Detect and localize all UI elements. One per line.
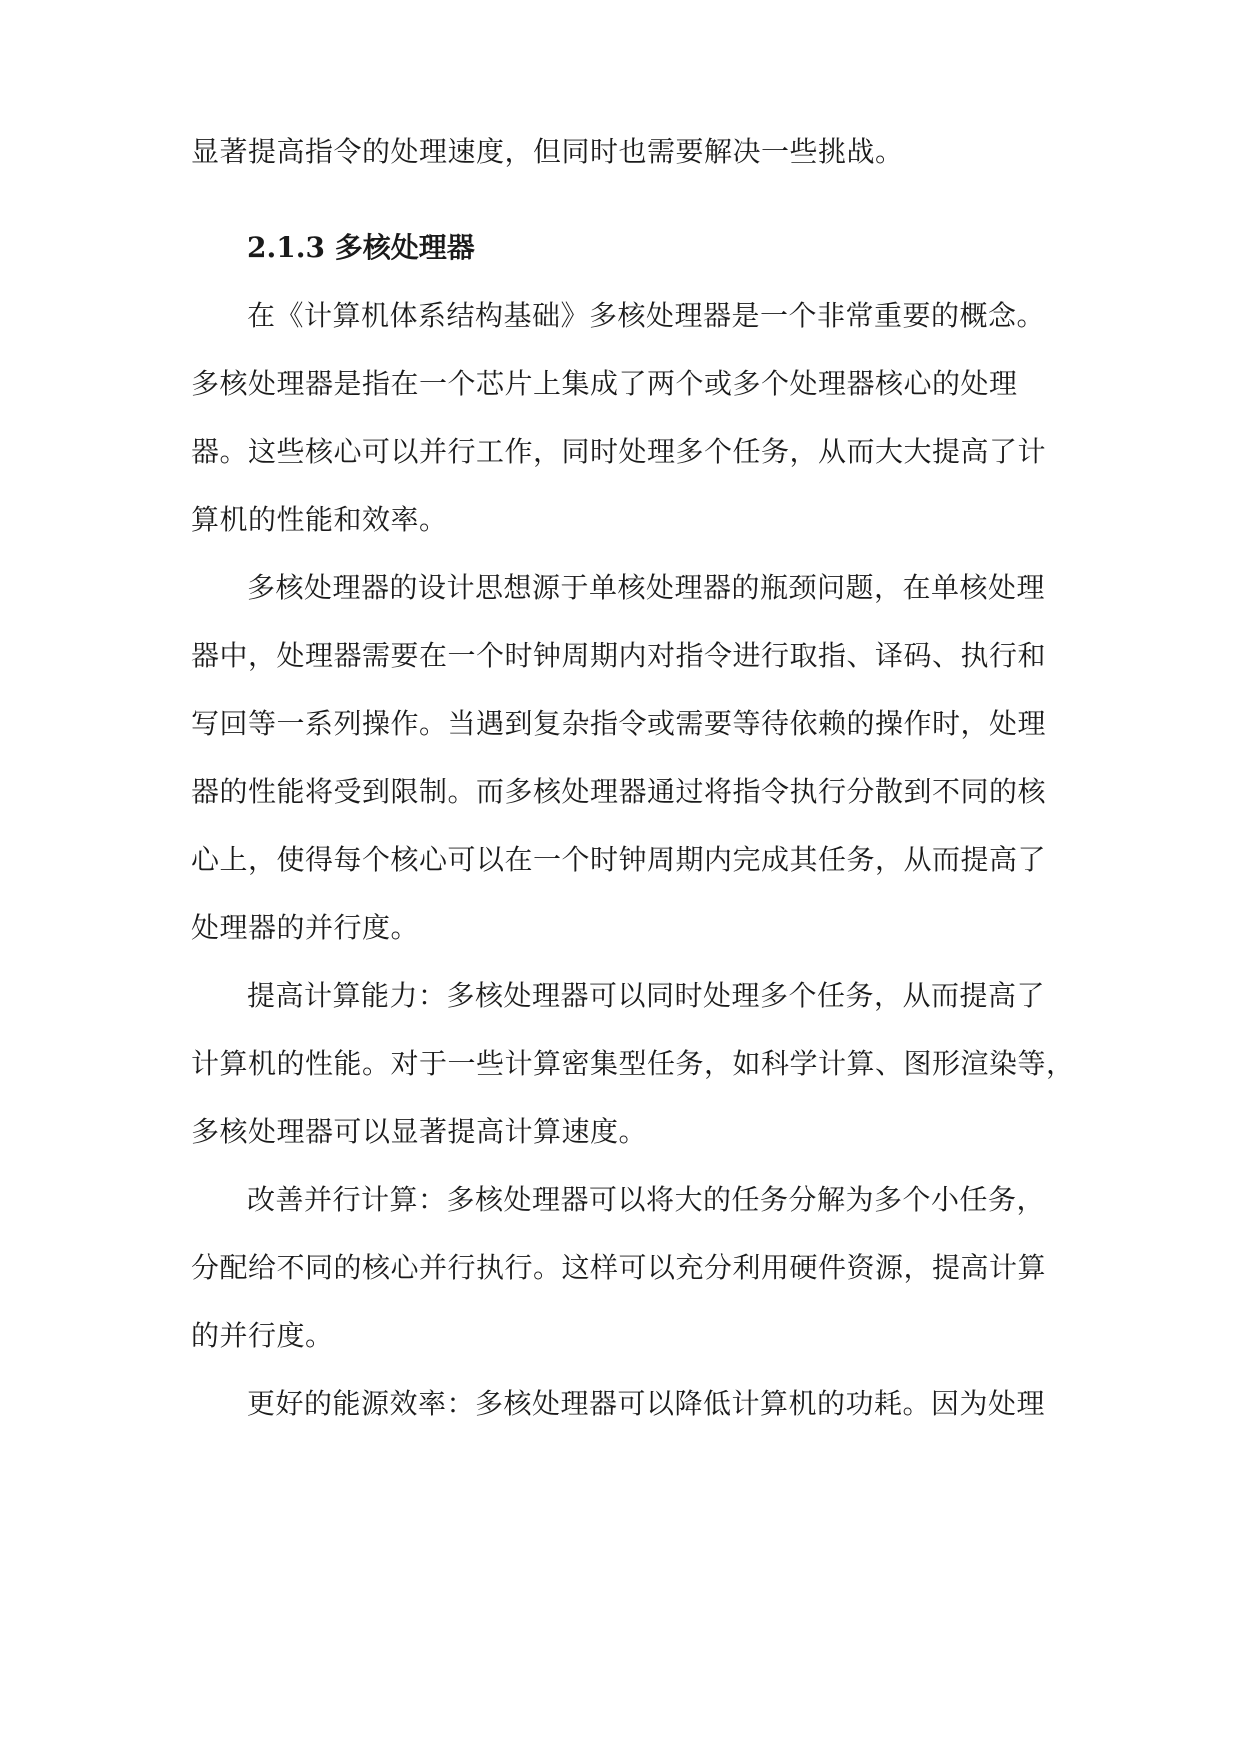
text-line: 算机的性能和效率。: [191, 503, 448, 536]
text-line: 多核处理器可以显著提高计算速度。: [191, 1115, 648, 1148]
text-line: 器的性能将受到限制。而多核处理器通过将指令执行分散到不同的核: [191, 775, 1047, 808]
text-line: 器中，处理器需要在一个时钟周期内对指令进行取指、译码、执行和: [191, 639, 1047, 672]
paragraph-first-line: 更好的能源效率：多核处理器可以降低计算机的功耗。因为处理: [247, 1387, 1046, 1420]
paragraph-first-line: 多核处理器的设计思想源于单核处理器的瓶颈问题，在单核处理: [247, 571, 1046, 604]
text-line: 显著提高指令的处理速度，但同时也需要解决一些挑战。: [191, 135, 904, 168]
text-line: 写回等一系列操作。当遇到复杂指令或需要等待依赖的操作时，处理: [191, 707, 1047, 740]
text-line: 计算机的性能。对于一些计算密集型任务，如科学计算、图形渲染等，: [191, 1047, 1075, 1080]
paragraph-first-line: 提高计算能力：多核处理器可以同时处理多个任务，从而提高了: [247, 979, 1046, 1012]
text-line: 心上，使得每个核心可以在一个时钟周期内完成其任务，从而提高了: [191, 843, 1047, 876]
text-line: 多核处理器是指在一个芯片上集成了两个或多个处理器核心的处理: [191, 367, 1018, 400]
paragraph-first-line: 在《计算机体系结构基础》多核处理器是一个非常重要的概念。: [247, 299, 1046, 332]
section-heading: 2.1.3 多核处理器: [247, 231, 475, 264]
text-line: 处理器的并行度。: [191, 911, 420, 944]
paragraph-first-line: 改善并行计算：多核处理器可以将大的任务分解为多个小任务，: [247, 1183, 1046, 1216]
text-line: 器。这些核心可以并行工作，同时处理多个任务，从而大大提高了计: [191, 435, 1047, 468]
text-line: 分配给不同的核心并行执行。这样可以充分利用硬件资源，提高计算: [191, 1251, 1047, 1284]
text-line: 的并行度。: [191, 1319, 334, 1352]
